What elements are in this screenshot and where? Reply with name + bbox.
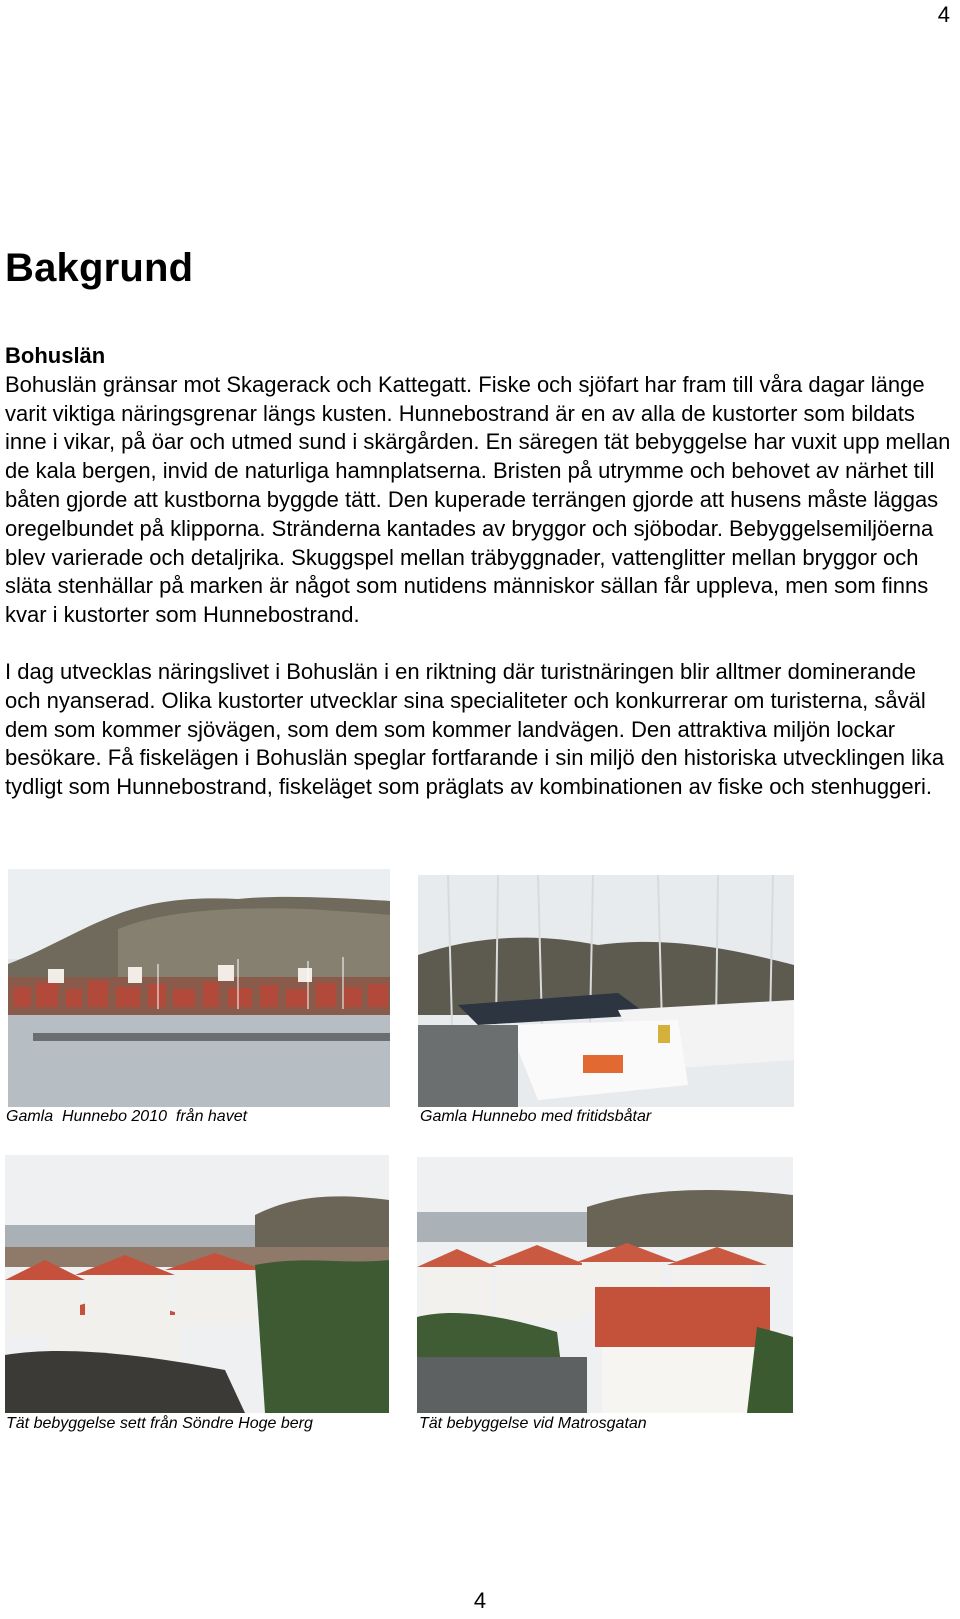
section-subheading: Bohuslän bbox=[5, 343, 106, 368]
photo-caption-4: Tät bebyggelse vid Matrosgatan bbox=[419, 1415, 647, 1432]
page-number-top: 4 bbox=[937, 2, 950, 27]
photo-dense-buildings-hill bbox=[5, 1155, 389, 1413]
section-body bbox=[5, 342, 955, 802]
page-heading: Bakgrund bbox=[5, 246, 194, 290]
photo-caption-2: Gamla Hunnebo med fritidsbåtar bbox=[420, 1108, 652, 1125]
paragraph-2: I dag utvecklas näringslivet i Bohuslän i en riktning där turistnäringen blir alltmer dominerande och nyanserad. Olika kustorter utvecklar sina specialiteter och konkurrerar om turisterna, såväl dem som kommer sjövägen, som dem som kommer landvägen. Den attraktiva miljön lockar besökare. Få fiskelägen i Bohuslän speglar fortfarande i sin miljö den historiska utvecklingen lika tydligt som Hunnebostrand, fiskeläget som präglats av kombinationen av fiske och stenhuggeri. bbox=[5, 658, 945, 800]
photo-caption-3: Tät bebyggelse sett från Söndre Hoge berg bbox=[6, 1415, 313, 1432]
page-number-bottom: 4 bbox=[473, 1588, 487, 1613]
photo-leisure-boats bbox=[418, 875, 794, 1107]
photo-dense-buildings-matrosgatan bbox=[417, 1157, 793, 1413]
photo-harbour-from-sea bbox=[8, 869, 390, 1107]
photo-caption-1: Gamla Hunnebo 2010 från havet bbox=[6, 1108, 248, 1125]
paragraph-1: Bohuslän gränsar mot Skagerack och Kattegatt. Fiske och sjöfart har fram till våra dagar länge varit viktiga näringsgrenar längs kusten. Hunnebostrand är en av alla de kustorter som bildats inne i vikar, på öar och utmed sund i skärgården. En säregen tät bebyggelse har vuxit upp mellan de kala bergen, invid de naturliga hamnplatserna. Bristen på utrymme och behovet av närhet till båten gjorde att kustborna byggde tätt. Den kuperade terrängen gjorde att husens måste läggas oregelbundet på klipporna. Stränderna kantades av bryggor och sjöbodar. Bebyggelsemiljöerna blev varierade och detaljrika. Skuggspel mellan träbyggnader, vattenglitter mellan bryggor och släta stenhällar på marken är något som nutidens människor sällan får uppleva, men som finns kvar i kustorter som Hunnebostrand. bbox=[5, 371, 951, 628]
